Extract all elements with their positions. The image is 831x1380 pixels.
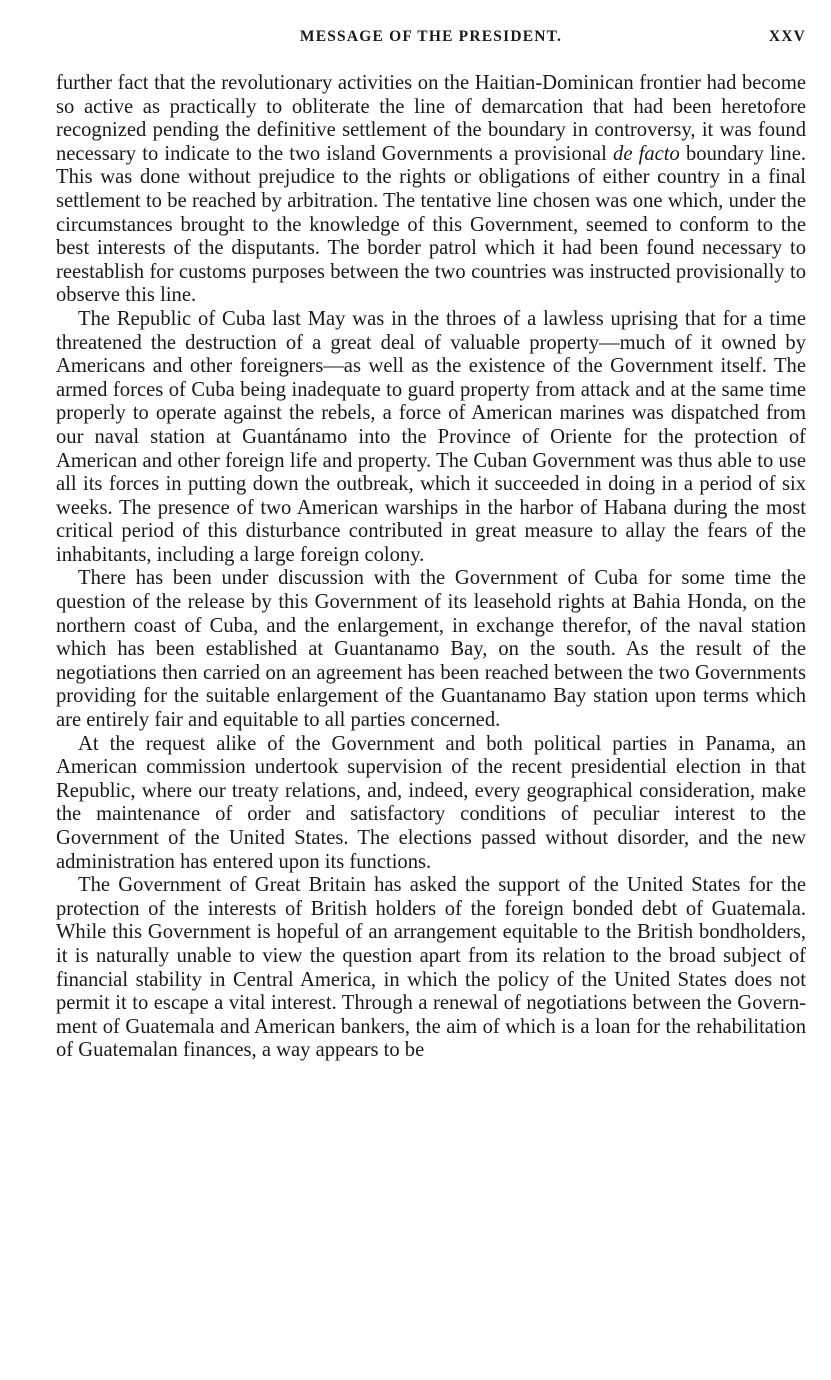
running-header <box>56 28 806 54</box>
paragraph-text-part: further fact that the revolutionary activities on the Haitian-Dominican frontier had become so active as practically to obliterate the line of demarcation that had been heretofore recognized pending the definitive settlement of the boundary in controversy, it was found necessary to indicate to the two island Governments a provisional <box>56 72 806 165</box>
running-title: MESSAGE OF THE PRESIDENT. <box>299 28 563 45</box>
paragraph-text-part: boundary line. This was done without prejudice to the rights or obligations of either country in a final settlement to be reached by arbitration. The tentative line chosen was one which, under the circumstances brought to the knowledge of this Government, seemed to conform to the best interests of the disputants. The border patrol which it had been found necessary to reestablish for customs purposes between the two countries was instructed provisionally to observe this line. <box>56 142 806 307</box>
paragraph-cuba-uprising: The Republic of Cuba last May was in the throes of a lawless uprising that for a time threatened the destruction of a great deal of valuable property—much of it owned by Americans and other foreigners—as well as the existence of the Government itself. The armed forces of Cuba being inadequate to guard property from attack and at the same time properly to operate against the rebels, a force of American marines was dispatched from our naval station at Guantánamo into the Province of Oriente for the protection of American and other foreign life and property. The Cuban Government was thus able to use all its forces in putting down the outbreak, which it succeeded in doing in a period of six weeks. The presence of two American warships in the harbor of Habana during the most critical period of this disturbance contributed in great measure to allay the fears of the inhabitants, including a large foreign colony. <box>56 307 806 566</box>
paragraph-guatemala-debt: The Government of Great Britain has asked the support of the United States for the protection of the interests of British holders of the foreign bonded debt of Guatemala. While this Government is hopeful of an arrangement equitable to the British bondholders, it is naturally unable to view the question apart from its relation to the broad subject of financial stability in Central America, in which the policy of the United States does not permit it to escape a vital interest. Through a renewal of negotiations between the Government of Guatemala and American bankers, the aim of which is a loan for the rehabilitation of Guatemalan finances, a way appears to be <box>56 874 806 1062</box>
body-text <box>56 72 806 1063</box>
paragraph-panama-election: At the request alike of the Government and both political parties in Panama, an American commission undertook supervision of the recent presidential election in that Republic, where our treaty relations, and, indeed, every geographical consideration, make the maintenance of order and satisfactory conditions of peculiar interest to the Government of the United States. The elections passed without disorder, and the new administration has entered upon its functions. <box>56 732 806 873</box>
paragraph-haiti-boundary <box>56 72 806 308</box>
page-number: XXV <box>768 28 806 45</box>
paragraph-guantanamo: There has been under discussion with the Government of Cuba for some time the question of the release by this Government of its leasehold rights at Bahia Honda, on the northern coast of Cuba, and the enlargement, in exchange therefor, of the naval station which has been established at Guantanamo Bay, on the south. As the result of the negotiations then carried on an agreement has been reached between the two Governments providing for the suitable enlargement of the Guantanamo Bay station upon terms which are entirely fair and equitable to all parties concerned. <box>56 567 806 732</box>
italic-phrase: de facto <box>613 142 680 165</box>
document-page <box>56 28 806 1063</box>
